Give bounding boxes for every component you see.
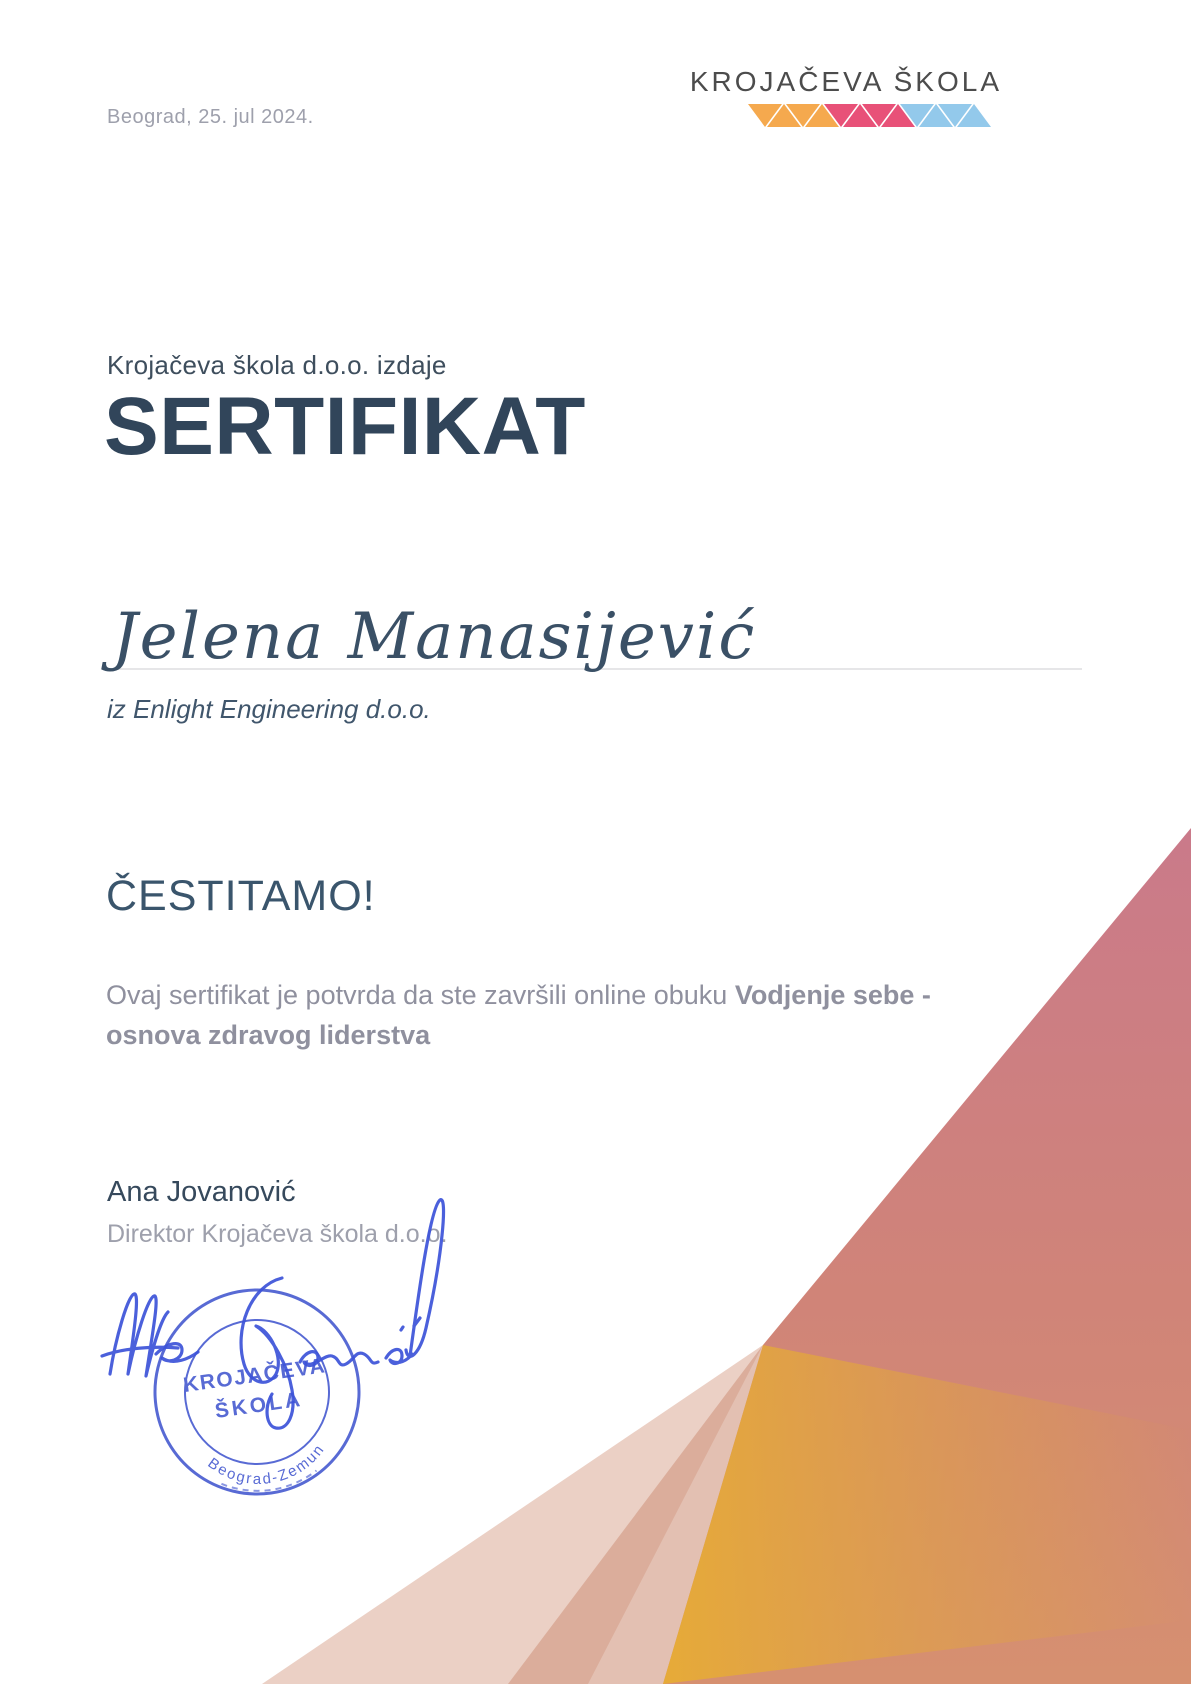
stamp-arc-text: Beograd-Zemun	[204, 1440, 329, 1488]
logo-wordmark: KROJAČEVA ŠKOLA	[689, 66, 1002, 97]
stamp-text-line2: ŠKOLA	[213, 1387, 305, 1423]
congrats-body	[106, 975, 1006, 1055]
congrats-body-prefix: Ovaj sertifikat je potvrda da ste završili online obuku	[106, 980, 735, 1010]
recipient-company: iz Enlight Engineering d.o.o.	[107, 694, 431, 724]
stamp-text-line1: KROJAČEVA	[181, 1354, 328, 1398]
signer-title: Direktor Krojačeva škola d.o.o.	[107, 1220, 448, 1248]
course-title-line1: Vodjenje sebe -	[734, 980, 931, 1010]
signer-name: Ana Jovanović	[107, 1176, 296, 1208]
logo-triangle-strip	[748, 104, 991, 128]
triangle-icon	[957, 104, 991, 127]
certificate-title: SERTIFIKAT	[104, 381, 586, 472]
issuer-line: Krojačeva škola d.o.o. izdaje	[107, 350, 447, 380]
issue-date: Beograd, 25. jul 2024.	[107, 106, 314, 128]
recipient-name: Jelena Manasijević	[112, 600, 757, 674]
course-title-line2: osnova zdravog liderstva	[106, 1020, 431, 1050]
congrats-heading: ČESTITAMO!	[106, 872, 376, 920]
signature-scribble	[96, 1178, 456, 1438]
